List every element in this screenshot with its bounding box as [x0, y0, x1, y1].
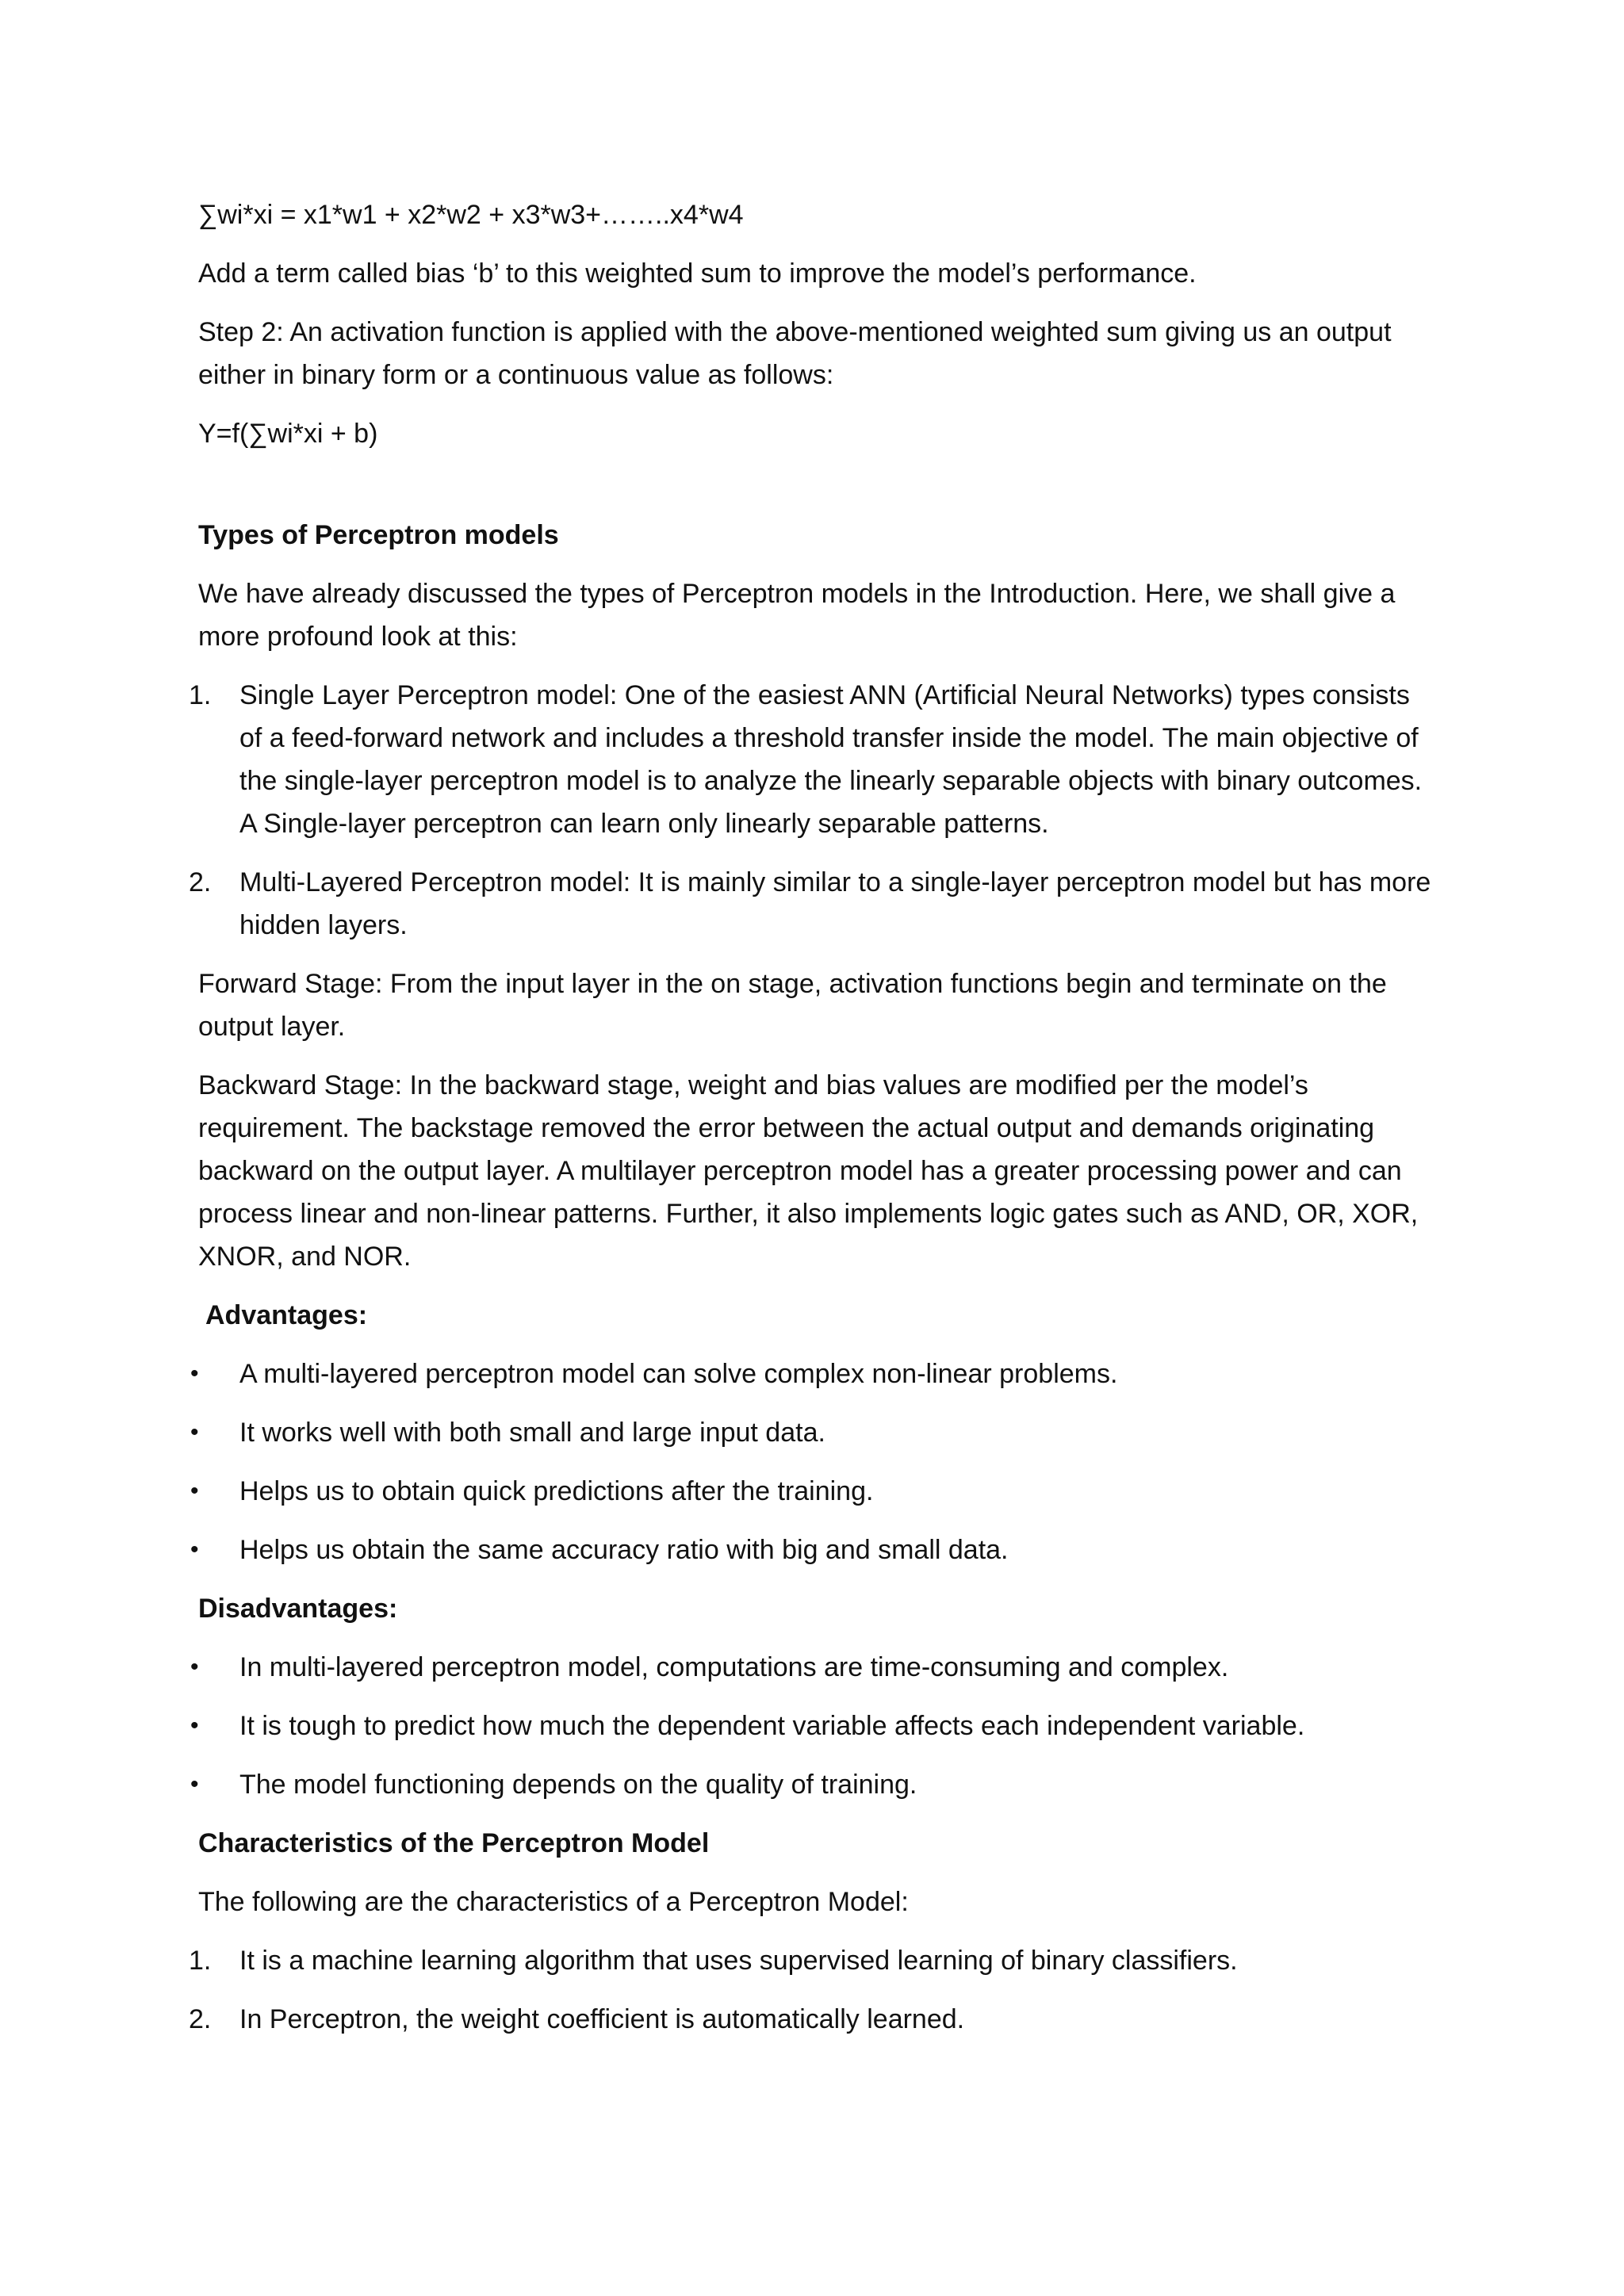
bullet-icon: • — [190, 1360, 199, 1387]
list-item-text: A multi-layered perceptron model can solve complex non-linear problems. — [239, 1359, 1118, 1389]
list-item-text: It is tough to predict how much the dependent variable affects each independent variable. — [239, 1711, 1305, 1741]
bullet-icon: • — [190, 1771, 199, 1797]
bullet-icon: • — [190, 1419, 199, 1445]
list-item — [189, 674, 1435, 845]
bias-paragraph: Add a term called bias ‘b’ to this weighted sum to improve the model’s performance. — [198, 258, 1197, 289]
list-item-text: Helps us to obtain quick predictions after the training. — [239, 1476, 874, 1506]
list-item-text: In Perceptron, the weight coefficient is automatically learned. — [239, 2004, 965, 2034]
list-item — [189, 1998, 1435, 2041]
list-item-text: It is a machine learning algorithm that uses supervised learning of binary classifiers. — [239, 1946, 1238, 1976]
backward-stage-paragraph: Backward Stage: In the backward stage, weight and bias values are modified per the model’s requirement. The backstage removed the error between the actual output and demands originating backward on the output layer. A multilayer perceptron model has a greater processing power and can process linear and non-linear patterns. Further, it also implements logic gates such as AND, OR, XOR, XNOR, and NOR. — [198, 1070, 1419, 1272]
document-body — [189, 193, 1435, 2057]
output-formula: Y=f(∑wi*xi + b) — [198, 419, 378, 449]
types-list — [189, 674, 1435, 947]
bullet-icon: • — [190, 1536, 199, 1563]
step2-paragraph: Step 2: An activation function is applied with the above-mentioned weighted sum giving us an output either in binary form or a continuous value as follows: — [198, 317, 1392, 390]
spacer — [198, 471, 1435, 514]
disadvantages-list — [190, 1646, 1435, 1806]
list-marker: 1. — [189, 680, 212, 710]
bullet-icon: • — [190, 1478, 199, 1504]
list-item-text: In multi-layered perceptron model, computations are time-consuming and complex. — [239, 1652, 1229, 1682]
types-heading: Types of Perceptron models — [198, 520, 559, 550]
list-item — [189, 861, 1435, 947]
list-item — [190, 1763, 1435, 1806]
types-intro: We have already discussed the types of Perceptron models in the Introduction. Here, we shall give a more profound look at this: — [198, 579, 1396, 652]
weighted-sum-formula: ∑wi*xi = x1*w1 + x2*w2 + x3*w3+……..x4*w4 — [198, 200, 744, 230]
list-item-text: Helps us obtain the same accuracy ratio with big and small data. — [239, 1535, 1009, 1565]
characteristics-heading: Characteristics of the Perceptron Model — [198, 1828, 710, 1858]
bullet-icon: • — [190, 1654, 199, 1680]
list-item-text: It works well with both small and large input data. — [239, 1418, 825, 1448]
list-item-text: Single Layer Perceptron model: One of the easiest ANN (Artificial Neural Networks) types consists of a feed-forward network and includes a threshold transfer inside the model. The main objective of the single-layer perceptron model is to analyze the linearly separable objects with binary outcomes. A Single-layer perceptron can learn only linearly separable patterns. — [239, 680, 1423, 839]
list-marker: 2. — [189, 2004, 212, 2034]
characteristics-list — [189, 1939, 1435, 2041]
list-marker: 2. — [189, 867, 212, 897]
list-item — [190, 1470, 1435, 1513]
list-item — [190, 1411, 1435, 1454]
list-item — [190, 1646, 1435, 1689]
list-item — [190, 1529, 1435, 1571]
list-item — [190, 1353, 1435, 1395]
list-marker: 1. — [189, 1946, 212, 1976]
bullet-icon: • — [190, 1712, 199, 1739]
list-item — [190, 1705, 1435, 1747]
list-item — [189, 1939, 1435, 1982]
list-item-text: Multi-Layered Perceptron model: It is mainly similar to a single-layer perceptron model but has more hidden layers. — [239, 867, 1431, 940]
forward-stage-paragraph: Forward Stage: From the input layer in the on stage, activation functions begin and terminate on the output layer. — [198, 969, 1387, 1042]
advantages-list — [190, 1353, 1435, 1571]
list-item-text: The model functioning depends on the quality of training. — [239, 1770, 917, 1800]
disadvantages-heading: Disadvantages: — [198, 1594, 398, 1624]
characteristics-intro: The following are the characteristics of a Perceptron Model: — [198, 1887, 909, 1917]
advantages-heading: Advantages: — [205, 1300, 368, 1330]
